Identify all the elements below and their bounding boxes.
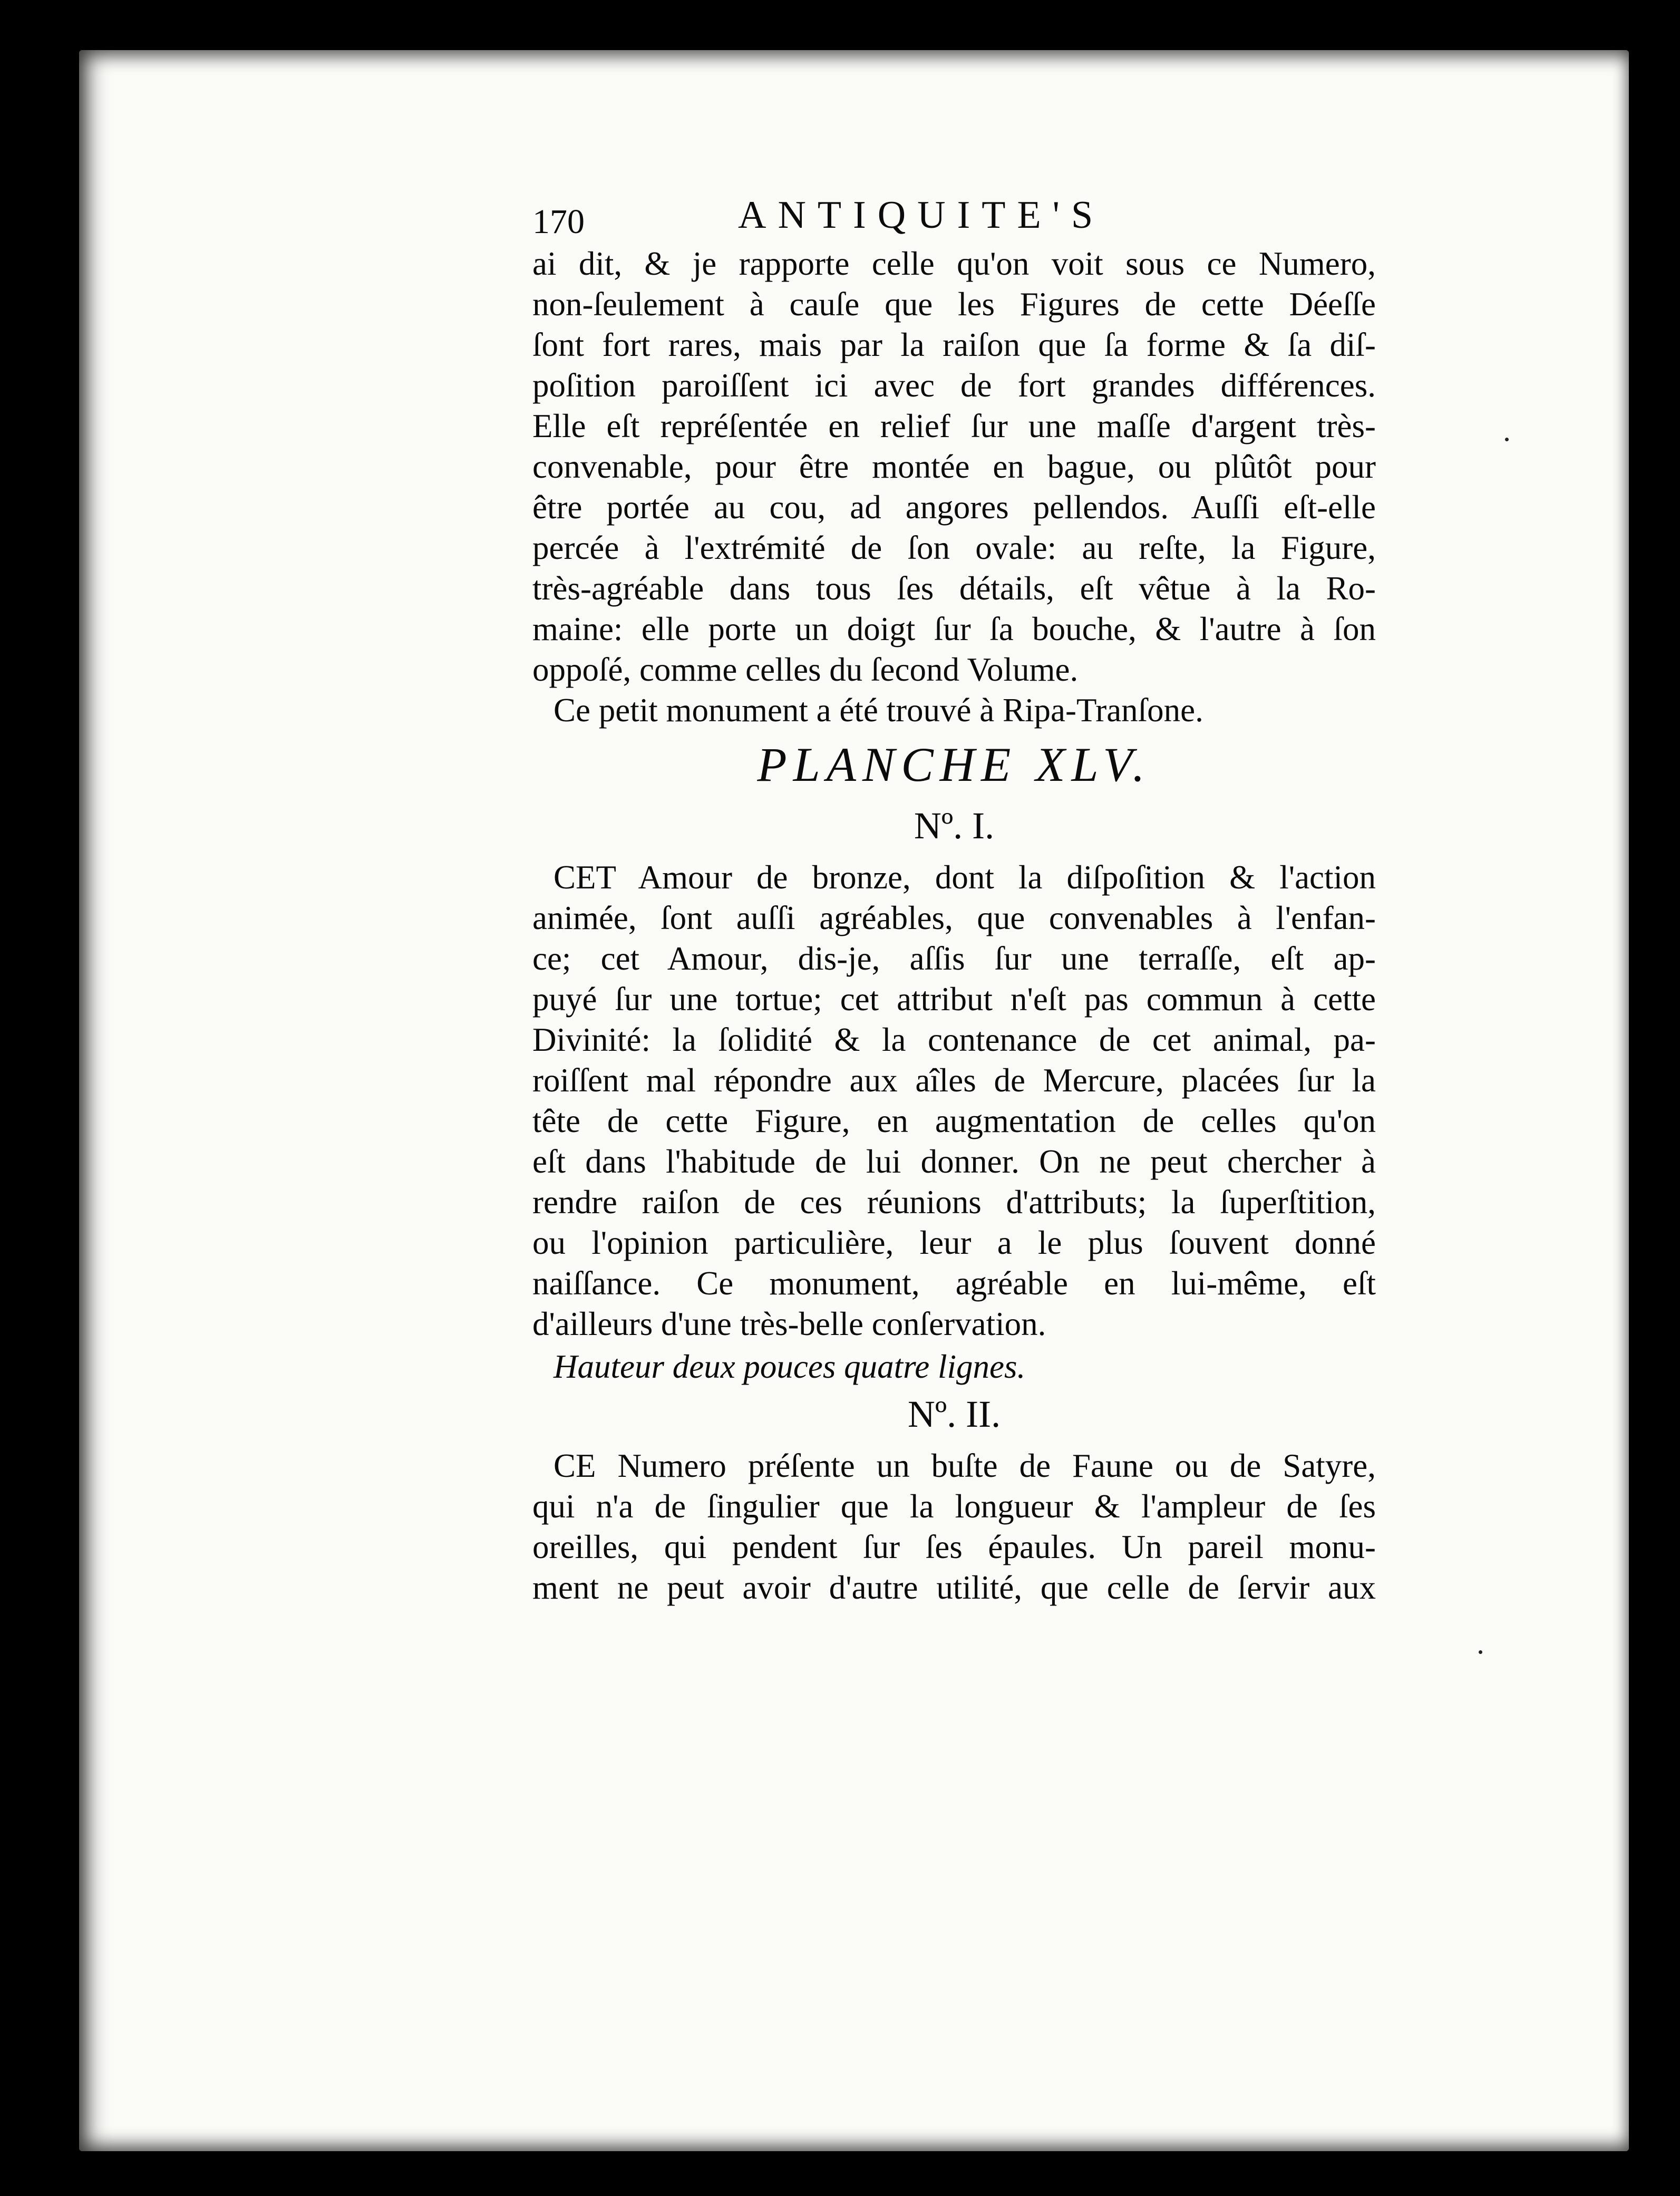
page-number: 170 — [532, 202, 585, 241]
text-line: percée à l'extrémité de ſon ovale: au reſte, la Figure, — [532, 529, 1376, 566]
ink-speck — [1505, 438, 1509, 441]
text-line: naiſſance. Ce monument, agréable en lui-même, eſt — [532, 1265, 1376, 1302]
text-line: qui n'a de ſingulier que la longueur & l'ampleur de ſes — [532, 1488, 1376, 1525]
text-line: puyé ſur une tortue; cet attribut n'eſt pas commun à cette — [532, 981, 1376, 1018]
text-line: Elle eſt repréſentée en relief ſur une maſſe d'argent très- — [532, 408, 1376, 444]
text-line: tête de cette Figure, en augmentation de celles qu'on — [532, 1102, 1376, 1139]
text-line: ment ne peut avoir d'autre utilité, que celle de ſervir aux — [532, 1569, 1376, 1606]
text-line: très-agréable dans tous ſes détails, eſt vêtue à la Ro- — [532, 570, 1376, 607]
section-2-paragraph — [532, 1446, 1376, 1608]
text-line: ou l'opinion particulière, leur a le plus ſouvent donné — [532, 1224, 1376, 1261]
text-line: animée, ſont auſſi agréables, que convenables à l'enfan- — [532, 899, 1376, 936]
text-line: Ce petit monument a été trouvé à Ripa-Tranſone. — [553, 692, 1203, 729]
section-heading: Nº. I. — [914, 805, 995, 847]
text-line: ſont fort rares, mais par la raiſon que ſa forme & ſa diſ- — [532, 326, 1376, 363]
section-heading: Nº. II. — [907, 1393, 1001, 1435]
text-line: non-ſeulement à cauſe que les Figures de cette Déeſſe — [532, 286, 1376, 323]
text-line: d'ailleurs d'une très-belle conſervation. — [532, 1305, 1046, 1342]
text-line: Divinité: la ſolidité & la contenance de cet animal, pa- — [532, 1021, 1376, 1058]
ink-speck — [1479, 1650, 1482, 1654]
text-line: oreilles, qui pendent ſur ſes épaules. Un pareil monu- — [532, 1529, 1376, 1565]
text-line: CET Amour de bronze, dont la diſpoſition & l'action — [553, 859, 1376, 896]
text-line: ce; cet Amour, dis-je, aſſis ſur une terraſſe, eſt ap- — [532, 940, 1376, 977]
text-block — [532, 195, 1376, 1608]
intro-paragraph — [532, 244, 1376, 731]
running-head — [532, 195, 1376, 244]
plate-heading: PLANCHE XLV. — [757, 738, 1151, 791]
dimension-caption: Hauteur deux pouces quatre lignes. — [553, 1348, 1026, 1385]
text-line: rendre raiſon de ces réunions d'attributs; la ſuperſtition, — [532, 1184, 1376, 1221]
section-1-paragraph — [532, 857, 1376, 1344]
text-line: convenable, pour être montée en bague, ou plûtôt pour — [532, 448, 1376, 485]
running-title: ANTIQUITE'S — [738, 194, 1105, 237]
text-line: poſition paroiſſent ici avec de fort grandes différences. — [532, 367, 1376, 404]
text-line: être portée au cou, ad angores pellendos. Auſſi eſt-elle — [532, 489, 1376, 526]
text-line: eſt dans l'habitude de lui donner. On ne peut chercher à — [532, 1143, 1376, 1180]
text-line: maine: elle porte un doigt ſur ſa bouche, & l'autre à ſon — [532, 611, 1376, 647]
text-line: roiſſent mal répondre aux aîles de Mercure, placées ſur la — [532, 1062, 1376, 1099]
text-line: oppoſé, comme celles du ſecond Volume. — [532, 651, 1079, 688]
text-line: ai dit, & je rapporte celle qu'on voit sous ce Numero, — [532, 245, 1376, 282]
text-line: CE Numero préſente un buſte de Faune ou de Satyre, — [553, 1447, 1376, 1484]
